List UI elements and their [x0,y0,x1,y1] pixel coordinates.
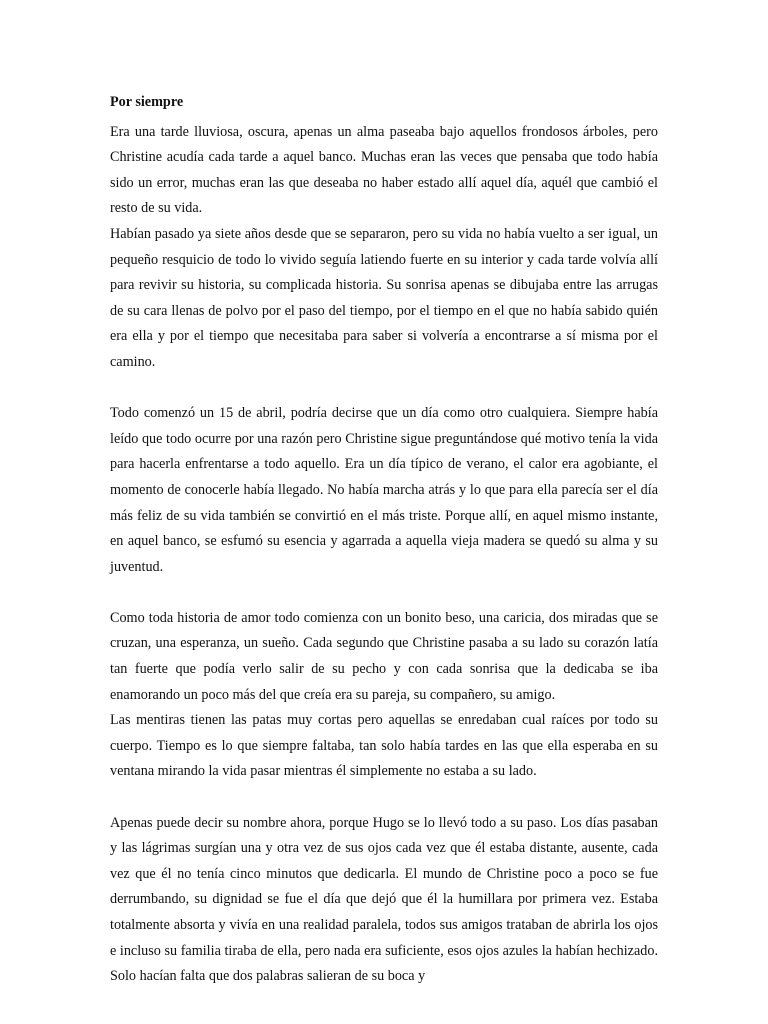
paragraph-2: Habían pasado ya siete años desde que se separaron, pero su vida no había vuelto a ser igual, un pequeño resquicio de todo lo vivido seguía latiendo fuerte en su interior y cada tarde volvía allí para revivir su historia, su complicada historia. Su sonrisa apenas se dibujaba entre las arrugas de su cara llenas de polvo por el paso del tiempo, por el tiempo en el que no había sabido quién era ella y por el tiempo que necesitaba para saber si volvería a encontrarse a sí misma por el camino. [110,225,658,370]
paragraph-gap [110,580,658,606]
paragraph-3: Todo comenzó un 15 de abril, podría decirse que un día como otro cualquiera. Siempre había leído que todo ocurre por una razón pero Christine sigue preguntándose qué motivo tenía la vida para hacerla enfrentarse a todo aquello. Era un día típico de verano, el calor era agobiante, el momento de conocerle había llegado. No había marcha atrás y lo que para ella parecía ser el día más feliz de su vida también se convirtió en el más triste. Porque allí, en aquel mismo instante, en aquel banco, se esfumó su esencia y agarrada a aquella vieja madera se quedó su alma y su juventud. [110,405,658,575]
document-body [110,90,658,990]
paragraph-4: Como toda historia de amor todo comienza con un bonito beso, una caricia, dos miradas que se cruzan, una esperanza, un sueño. Cada segundo que Christine pasaba a su lado su corazón latía tan fuerte que podía verlo salir de su pecho y con cada sonrisa que la dedicaba se iba enamorando un poco más del que creía era su pareja, su compañero, su amigo. [110,609,658,703]
paragraph-5: Las mentiras tienen las patas muy cortas pero aquellas se enredaban cual raíces por todo su cuerpo. Tiempo es lo que siempre faltaba, tan solo había tardes en las que ella esperaba en su ventana mirando la vida pasar mientras él simplemente no estaba a su lado. [110,712,658,780]
paragraph-gap [110,376,658,402]
document-title: Por siempre [110,94,184,110]
paragraph-6: Apenas puede decir su nombre ahora, porque Hugo se lo llevó todo a su paso. Los días pasaban y las lágrimas surgían una y otra vez de sus ojos cada vez que él estaba distante, ausente, cada vez que él no tenía cinco minutos que dedicarla. El mundo de Christine poco a poco se fue derrumbando, su dignidad se fue el día que dejó que él la humillara por primera vez. Estaba totalmente absorta y vivía en una realidad paralela, todos sus amigos trataban de abrirla los ojos e incluso su familia tiraba de ella, pero nada era suficiente, esos ojos azules la habían hechizado. Solo hacían falta que dos palabras salieran de su boca y [110,814,658,985]
paragraph-gap [110,785,658,811]
paragraph-1: Era una tarde lluviosa, oscura, apenas un alma paseaba bajo aquellos frondosos árboles, pero Christine acudía cada tarde a aquel banco. Muchas eran las veces que pensaba que todo había sido un error, muchas eran las que deseaba no haber estado allí aquel día, aquél que cambió el resto de su vida. [110,123,658,217]
